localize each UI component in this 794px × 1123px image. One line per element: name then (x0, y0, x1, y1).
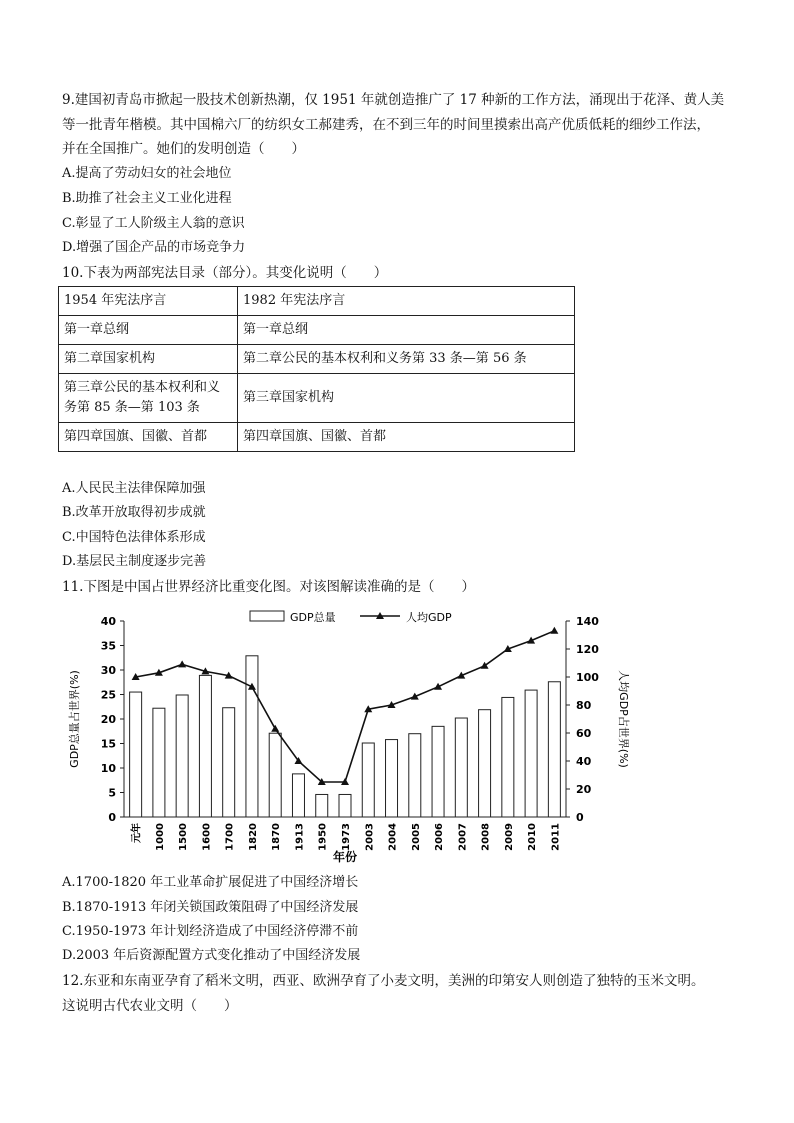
x-tick-label: 1000 (154, 823, 166, 851)
table-cell: 第二章国家机构 (59, 345, 238, 374)
left-tick-label: 25 (100, 688, 116, 702)
q9-stem-line3: 并在全国推广。她们的发明创造（ ） (62, 141, 305, 157)
x-tick-label: 1973 (341, 823, 352, 851)
table-row (59, 345, 575, 374)
q9-stem-line1: 9.建国初青岛市掀起一股技术创新热潮，仅 1951 年就创造推广了 17 种新的工作方法，涌现出于花泽、黄人美 (62, 92, 725, 108)
legend-bar-label: GDP总量 (290, 611, 336, 624)
x-tick-label: 2011 (550, 823, 562, 851)
x-tick-label: 1600 (201, 823, 213, 851)
per-capita-gdp-line (136, 631, 555, 782)
q12-stem-line1: 12.东亚和东南亚孕育了稻米文明，西亚、欧洲孕育了小麦文明，美洲的印第安人则创造了独特的玉米文明。 (62, 973, 705, 989)
table-cell: 第四章国旗、国徽、首都 (59, 423, 238, 452)
right-tick-label: 20 (576, 783, 592, 796)
table-header-cell: 1982 年宪法序言 (238, 287, 575, 316)
gdp-total-bar (432, 726, 444, 817)
table-cell: 第四章国旗、国徽、首都 (238, 423, 575, 452)
q10-option-a: A.人民民主法律保障加强 (62, 481, 206, 496)
right-tick-label: 80 (576, 699, 592, 712)
table-cell: 第三章公民的基本权利和义务第 85 条—第 103 条 (59, 374, 238, 423)
right-tick-label: 40 (576, 755, 592, 768)
q9-option-c: C.彰显了工人阶级主人翁的意识 (62, 216, 245, 231)
q11-option-a: A.1700-1820 年工业革命扩展促进了中国经济增长 (62, 875, 359, 890)
x-tick-label: 1500 (178, 823, 190, 851)
left-tick-label: 5 (108, 786, 116, 800)
left-tick-label: 10 (100, 762, 116, 775)
x-tick-label: 元年 (131, 823, 143, 843)
table-cell: 第三章国家机构 (238, 374, 575, 423)
x-tick-label: 1870 (271, 823, 283, 851)
gdp-total-bar (339, 794, 351, 817)
table-row (59, 423, 575, 452)
per-capita-gdp-point (550, 627, 558, 634)
gdp-total-bar (362, 743, 374, 817)
right-tick-label: 120 (576, 643, 599, 656)
gdp-total-bar (316, 794, 328, 817)
q11-option-d: D.2003 年后资源配置方式变化推动了中国经济发展 (62, 948, 361, 963)
q10-stem: 10.下表为两部宪法目录（部分）。其变化说明（ ） (62, 265, 388, 281)
left-tick-label: 20 (100, 713, 116, 726)
q9-option-d: D.增强了国企产品的市场竞争力 (62, 240, 246, 255)
q10-option-b: B.改革开放取得初步成就 (62, 505, 206, 520)
table-cell: 第一章总纲 (238, 316, 575, 345)
table-row (59, 374, 575, 423)
gdp-total-bar (269, 733, 281, 817)
q9-option-b: B.助推了社会主义工业化进程 (62, 191, 232, 206)
left-tick-label: 40 (100, 615, 116, 628)
table-cell: 第一章总纲 (59, 316, 238, 345)
q10-option-c: C.中国特色法律体系形成 (62, 530, 206, 545)
left-tick-label: 30 (100, 664, 116, 677)
chart-svg (58, 605, 638, 865)
q11-option-c: C.1950-1973 年计划经济造成了中国经济停滞不前 (62, 924, 359, 939)
table-cell: 第二章公民的基本权利和义务第 33 条—第 56 条 (238, 345, 575, 374)
x-tick-label: 2005 (410, 823, 422, 851)
x-tick-label: 1820 (247, 823, 259, 851)
table-header-cell: 1954 年宪法序言 (59, 287, 238, 316)
gdp-total-bar (292, 774, 304, 817)
q11-stem: 11.下图是中国占世界经济比重变化图。对该图解读准确的是（ ） (62, 579, 475, 595)
left-tick-label: 0 (108, 811, 116, 824)
x-tick-label: 2004 (387, 823, 399, 851)
gdp-total-bar (386, 740, 398, 817)
gdp-total-bar (548, 682, 560, 817)
gdp-total-bar (246, 656, 258, 817)
x-tick-label: 2007 (457, 823, 469, 851)
x-axis-title: 年份 (332, 850, 358, 864)
left-tick-label: 15 (100, 737, 116, 751)
x-tick-label: 1950 (317, 823, 329, 851)
gdp-total-bar (130, 692, 142, 817)
q11-option-b: B.1870-1913 年闭关锁国政策阻碍了中国经济发展 (62, 900, 359, 915)
gdp-total-bar (153, 708, 165, 817)
per-capita-gdp-point (271, 725, 279, 732)
table-header-row (59, 287, 575, 316)
gdp-total-bar (199, 675, 211, 817)
constitution-table (58, 286, 575, 452)
legend-bar-swatch (250, 611, 284, 621)
x-tick-label: 2006 (434, 823, 446, 851)
x-tick-label: 1700 (224, 823, 236, 851)
gdp-total-bar (455, 718, 467, 817)
gdp-total-bar (409, 734, 421, 817)
x-tick-label: 2008 (480, 823, 492, 851)
right-tick-label: 140 (576, 615, 599, 628)
x-tick-label: 2003 (364, 823, 376, 851)
right-axis-title: 人均GDP占世界(%) (617, 670, 630, 768)
x-tick-label: 1913 (294, 823, 306, 851)
gdp-total-bar (176, 695, 188, 817)
right-tick-label: 0 (576, 811, 584, 824)
gdp-total-bar (479, 710, 491, 817)
q10-option-d: D.基层民主制度逐步完善 (62, 554, 207, 569)
per-capita-gdp-point (178, 660, 186, 667)
left-tick-label: 35 (100, 639, 116, 653)
q9-option-a: A.提高了劳动妇女的社会地位 (62, 166, 232, 181)
legend-line-label: 人均GDP (406, 611, 452, 624)
table-row (59, 316, 575, 345)
right-tick-label: 100 (576, 671, 599, 684)
x-tick-label: 2009 (503, 823, 515, 851)
q9-stem-line2: 等一批青年楷模。其中国棉六厂的纺织女工郝建秀，在不到三年的时间里摸索出高产优质低耗的细纱工作法， (62, 117, 710, 133)
x-tick-label: 2010 (527, 823, 539, 851)
right-tick-label: 60 (576, 727, 592, 740)
q12-stem-line2: 这说明古代农业文明（ ） (62, 998, 238, 1014)
gdp-total-bar (525, 690, 537, 817)
economy-share-chart (58, 605, 638, 865)
gdp-total-bar (223, 708, 235, 817)
left-axis-title: GDP总量占世界(%) (68, 670, 81, 768)
gdp-total-bar (502, 697, 514, 817)
